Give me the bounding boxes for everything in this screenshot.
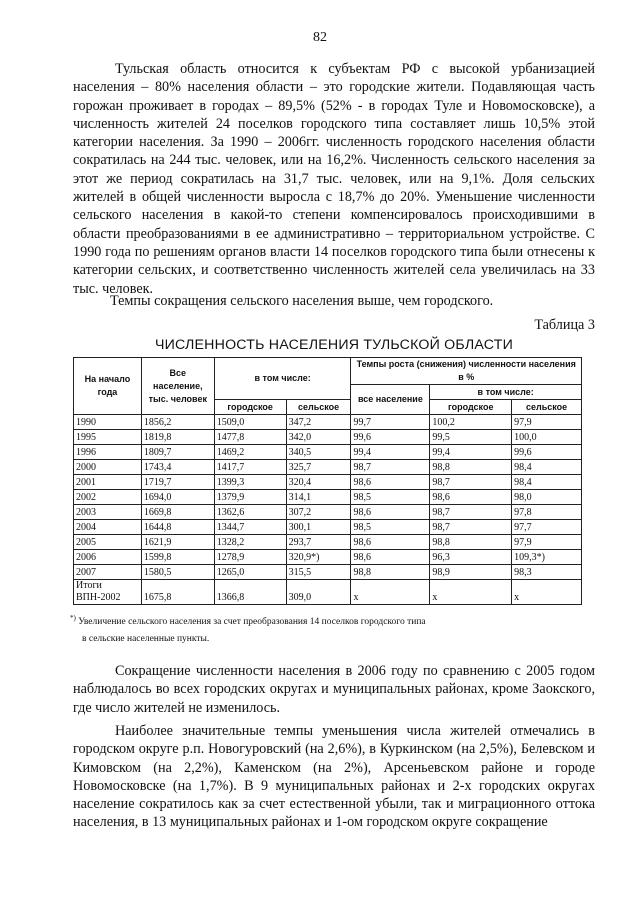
table-row xyxy=(74,475,582,490)
totals-label-line-1: Итоги xyxy=(76,580,102,591)
table-cell-all: 98,5 xyxy=(351,520,430,535)
table-cell-g-rural: 97,7 xyxy=(512,520,582,535)
table-cell-total: 1580,5 xyxy=(141,565,214,580)
header-urban: городское xyxy=(214,400,286,415)
table-cell-g-rural: 98,0 xyxy=(512,490,582,505)
table-cell-rural: 307,2 xyxy=(286,505,351,520)
table-cell-g-urban: 98,6 xyxy=(430,490,512,505)
table-cell-g-urban: 96,3 xyxy=(430,550,512,565)
table-row xyxy=(74,550,582,565)
table-cell-year: 2005 xyxy=(74,535,142,550)
table-cell-rural: 325,7 xyxy=(286,460,351,475)
table-cell-g-urban: 98,8 xyxy=(430,535,512,550)
page-number: 82 xyxy=(313,30,327,45)
table-cell-total: 1819,8 xyxy=(141,430,214,445)
table-cell-rural: 347,2 xyxy=(286,415,351,430)
table-cell-totals-g-urban: x xyxy=(430,580,512,605)
table-cell-totals-label xyxy=(74,580,142,605)
table-cell-g-urban: 100,2 xyxy=(430,415,512,430)
header-including: в том числе: xyxy=(214,358,351,400)
header-growth-rural: сельское xyxy=(512,400,582,415)
table-cell-total: 1694,0 xyxy=(141,490,214,505)
table-cell-year: 2001 xyxy=(74,475,142,490)
table-cell-urban: 1328,2 xyxy=(214,535,286,550)
table-cell-urban: 1362,6 xyxy=(214,505,286,520)
header-growth: Темпы роста (снижения) численности населения в % xyxy=(351,358,582,385)
header-total: Все население, тыс. человек xyxy=(141,358,214,415)
table-cell-g-rural: 100,0 xyxy=(512,430,582,445)
footnote-line-2: в сельские населенные пункты. xyxy=(82,634,210,644)
table-cell-totals-rural: 309,0 xyxy=(286,580,351,605)
table-cell-total: 1644,8 xyxy=(141,520,214,535)
table-cell-g-rural: 98,4 xyxy=(512,460,582,475)
table-cell-urban: 1344,7 xyxy=(214,520,286,535)
table-cell-total: 1809,7 xyxy=(141,445,214,460)
table-cell-total: 1743,4 xyxy=(141,460,214,475)
table-cell-g-rural: 97,9 xyxy=(512,535,582,550)
table-row xyxy=(74,565,582,580)
table-cell-total: 1719,7 xyxy=(141,475,214,490)
table-cell-urban: 1417,7 xyxy=(214,460,286,475)
table-cell-year: 2007 xyxy=(74,565,142,580)
table-cell-g-urban: 99,5 xyxy=(430,430,512,445)
table-cell-g-urban: 99,4 xyxy=(430,445,512,460)
paragraph-rural-decline: Темпы сокращения сельского населения выше, чем городского. xyxy=(110,293,494,309)
table-row xyxy=(74,535,582,550)
table-cell-urban: 1265,0 xyxy=(214,565,286,580)
table-cell-g-rural: 97,9 xyxy=(512,415,582,430)
table-cell-rural: 315,5 xyxy=(286,565,351,580)
table-cell-g-rural: 98,4 xyxy=(512,475,582,490)
table-cell-year: 1995 xyxy=(74,430,142,445)
footnote-mark: *) xyxy=(70,614,76,622)
table-cell-g-rural: 109,3*) xyxy=(512,550,582,565)
totals-label-line-2: ВПН-2002 xyxy=(76,592,121,603)
table-cell-g-urban: 98,8 xyxy=(430,460,512,475)
table-cell-g-urban: 98,7 xyxy=(430,505,512,520)
table-cell-rural: 342,0 xyxy=(286,430,351,445)
table-cell-total: 1599,8 xyxy=(141,550,214,565)
table-cell-total: 1856,2 xyxy=(141,415,214,430)
table-row xyxy=(74,460,582,475)
header-growth-including: в том числе: xyxy=(430,385,582,400)
header-rural: сельское xyxy=(286,400,351,415)
table-cell-all: 99,6 xyxy=(351,430,430,445)
table-cell-rural: 293,7 xyxy=(286,535,351,550)
table-cell-total: 1669,8 xyxy=(141,505,214,520)
paragraph-urbanization: Тульская область относится к субъектам РФ с высокой урбанизацией населения – 80% населения области – это городские жители. Подавляющая часть горожан проживает в городах – 89,5% (52% - в городах Туле и Новомосковске), а численность жителей 24 поселков городского типа составляет лишь 10,5% этой категории населения. За 1990 – 2006гг. численность городского населения области сократилась на 244 тыс. человек, или на 16,2%. Численность сельского населения за этот же период сократилась на 31,7 тыс. человек, или на 9,1%. Доля сельских жителей в общей численности выросла с 18,7% до 20%. Уменьшение численности сельского населения в какой-то степени компенсировалось происходившими в области преобразованиями в ее административно – территориальном устройстве. С 1990 года по решениям органов власти 14 поселков городского типа были отнесены к категории сельских, и соответственно численность жителей села увеличилась на 33 тыс. человек. xyxy=(73,61,595,297)
table-row xyxy=(74,490,582,505)
table-cell-year: 2003 xyxy=(74,505,142,520)
table-cell-g-urban: 98,9 xyxy=(430,565,512,580)
footnote-line-1 xyxy=(70,614,426,627)
table-cell-all: 99,7 xyxy=(351,415,430,430)
table-cell-urban: 1477,8 xyxy=(214,430,286,445)
table-row xyxy=(74,520,582,535)
table-row xyxy=(74,505,582,520)
table-cell-g-rural: 97,8 xyxy=(512,505,582,520)
table-cell-all: 98,7 xyxy=(351,460,430,475)
table-cell-g-rural: 99,6 xyxy=(512,445,582,460)
table-cell-urban: 1379,9 xyxy=(214,490,286,505)
table-row xyxy=(74,445,582,460)
table-cell-rural: 320,9*) xyxy=(286,550,351,565)
table-cell-g-rural: 98,3 xyxy=(512,565,582,580)
table-cell-urban: 1399,3 xyxy=(214,475,286,490)
table-body xyxy=(74,415,582,605)
table-cell-total: 1621,9 xyxy=(141,535,214,550)
table-title: ЧИСЛЕННОСТЬ НАСЕЛЕНИЯ ТУЛЬСКОЙ ОБЛАСТИ xyxy=(154,337,514,353)
paragraph-2006-comparison: Сокращение численности населения в 2006 году по сравнению с 2005 годом наблюдалось во всех городских округах и муниципальных районах, кроме Заокского, где число жителей не изменилось. xyxy=(73,663,595,716)
header-all-population: все население xyxy=(351,385,430,415)
table-cell-all: 98,5 xyxy=(351,490,430,505)
table-cell-totals-g-rural: x xyxy=(512,580,582,605)
table-cell-urban: 1469,2 xyxy=(214,445,286,460)
table-cell-year: 1996 xyxy=(74,445,142,460)
table-cell-all: 99,4 xyxy=(351,445,430,460)
header-year: На начало года xyxy=(74,358,142,415)
table-cell-rural: 300,1 xyxy=(286,520,351,535)
table-cell-year: 1990 xyxy=(74,415,142,430)
header-growth-urban: городское xyxy=(430,400,512,415)
table-cell-year: 2000 xyxy=(74,460,142,475)
table-cell-totals-all: x xyxy=(351,580,430,605)
table-row-totals xyxy=(74,580,582,605)
table-cell-totals-total: 1675,8 xyxy=(141,580,214,605)
table-row xyxy=(74,415,582,430)
table-cell-rural: 314,1 xyxy=(286,490,351,505)
table-cell-rural: 320,4 xyxy=(286,475,351,490)
table-number: Таблица 3 xyxy=(534,317,595,333)
table-cell-rural: 340,5 xyxy=(286,445,351,460)
paragraph-decline-rates: Наиболее значительные темпы уменьшения числа жителей отмечались в городском округе р.п. Новогуровский (на 2,6%), в Куркинском (на 2,5%), Белевском и Кимовском (на 2,2%), Каменском (на 2%), Арсеньевском районе и городе Новомосковске (на 1,7%). В 9 муниципальных районах и 2-х городских округах население сократилось как за счет естественной убыли, так и миграционного оттока населения, в 13 муниципальных районах и 1-ом городском округе сокращение xyxy=(73,723,595,831)
table-cell-g-urban: 98,7 xyxy=(430,520,512,535)
table-cell-urban: 1278,9 xyxy=(214,550,286,565)
table-cell-all: 98,6 xyxy=(351,475,430,490)
table-cell-all: 98,6 xyxy=(351,535,430,550)
table-cell-totals-urban: 1366,8 xyxy=(214,580,286,605)
table-cell-g-urban: 98,7 xyxy=(430,475,512,490)
table-cell-year: 2006 xyxy=(74,550,142,565)
table-cell-all: 98,6 xyxy=(351,505,430,520)
footnote-text-1: Увеличение сельского населения за счет преобразования 14 поселков городского типа xyxy=(78,617,426,628)
table-cell-all: 98,8 xyxy=(351,565,430,580)
table-cell-urban: 1509,0 xyxy=(214,415,286,430)
population-table xyxy=(73,357,582,605)
table-row xyxy=(74,430,582,445)
table-cell-all: 98,6 xyxy=(351,550,430,565)
table-cell-year: 2004 xyxy=(74,520,142,535)
table-cell-year: 2002 xyxy=(74,490,142,505)
